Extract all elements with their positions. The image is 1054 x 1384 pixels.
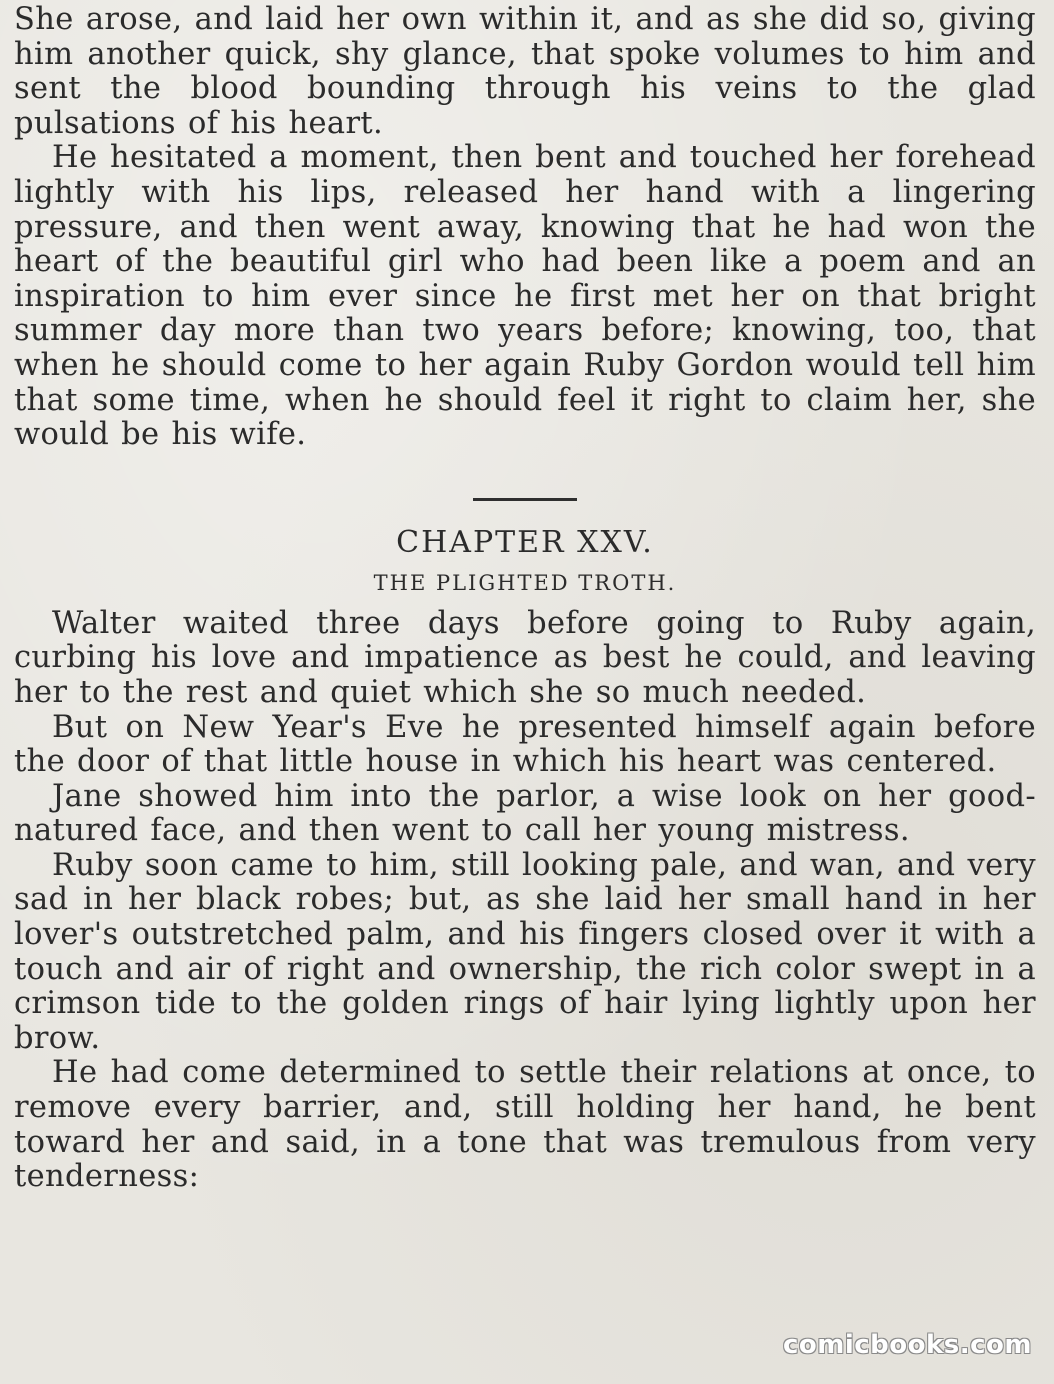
paragraph-7: He had come determined to settle their relations at once, to remove every barrier, and, still holding her hand, he bent toward her and said, in a tone that was tremulous from very tenderness: (14, 1055, 1036, 1195)
paragraph-1: She arose, and laid her own within it, and as she did so, giving him another quick, shy glance, that spoke volumes to him and sent the blood bounding through his veins to the glad pulsations of his heart. (14, 2, 1036, 141)
chapter-subtitle: THE PLIGHTED TROTH. (373, 570, 677, 595)
paragraph-5: Jane showed him into the parlor, a wise look on her good-natured face, and then went to call her young mistress. (14, 778, 1036, 849)
paragraph-3: Walter waited three days before going to Ruby again, curbing his love and impatience as best he could, and leaving her to the rest and quiet which she so much needed. (14, 605, 1036, 710)
paragraph-2: He hesitated a moment, then bent and touched her forehead lightly with his lips, released her hand with a lingering pressure, and then went away, knowing that he had won the heart of the beautiful girl who had been like a poem and an inspiration to him ever since he first met her on that bright summer day more than two years before; knowing, too, that when he should come to her again Ruby Gordon would tell him that some time, when he should feel it right to claim her, she would be his wife. (14, 140, 1036, 453)
section-divider (473, 498, 577, 501)
paragraph-6: Ruby soon came to him, still looking pale, and wan, and very sad in her black robes; but, as she laid her small hand in her lover's outstretched palm, and his fingers closed over it with a touch and air of right and ownership, the rich color swept in a crimson tide to the golden rings of hair lying lightly upon her brow. (14, 847, 1036, 1056)
site-watermark: comicbooks.com (782, 1330, 1032, 1360)
paragraph-4: But on New Year's Eve he presented himself again before the door of that little house in which his heart was centered. (14, 709, 1036, 780)
text-column (14, 3, 1036, 1195)
chapter-heading: CHAPTER XXV. (396, 524, 654, 560)
